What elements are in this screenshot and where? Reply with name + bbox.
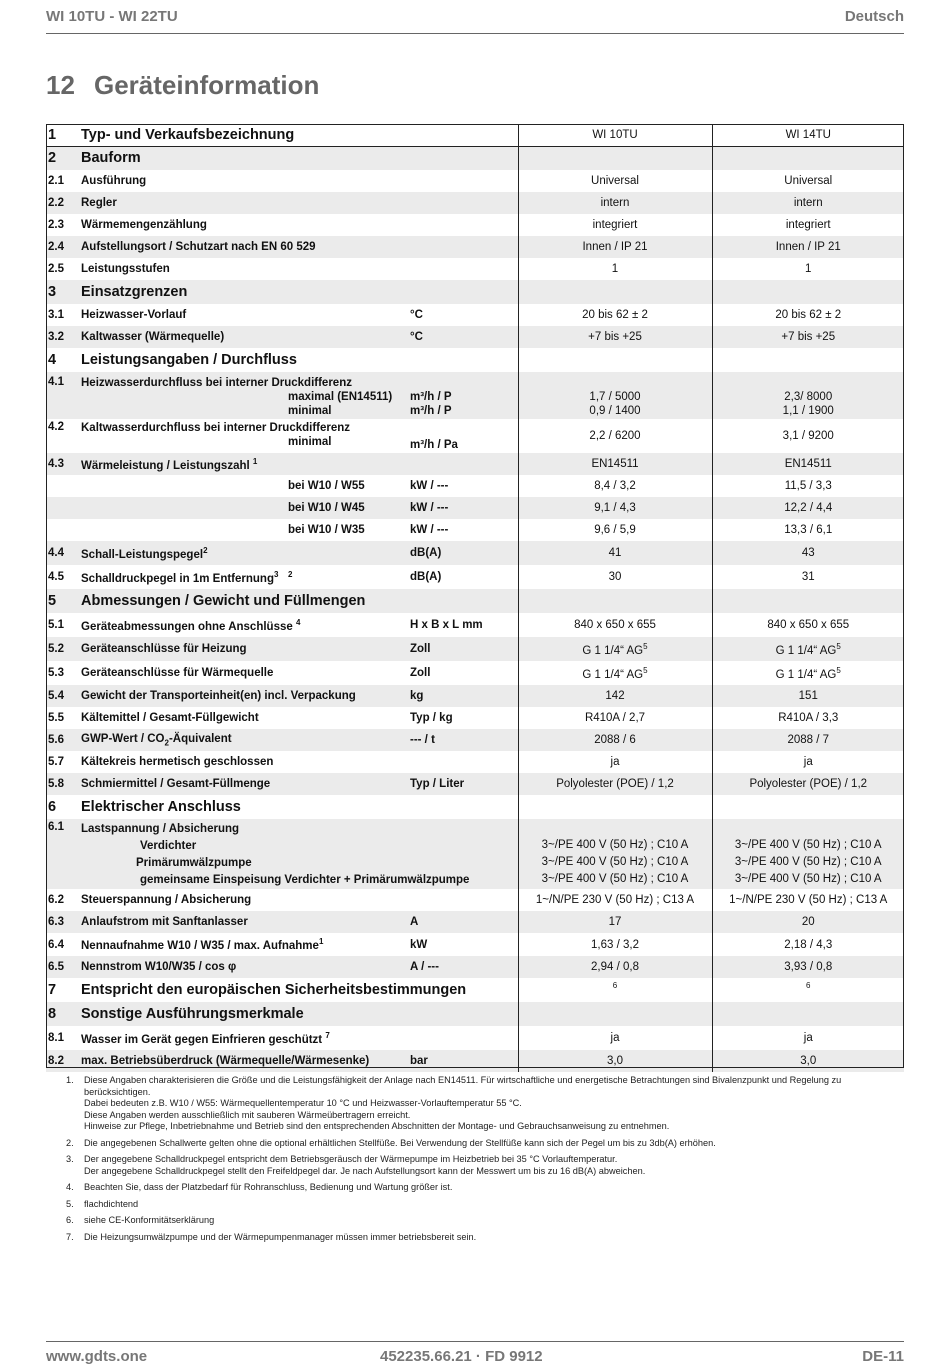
value-model-1: 2,94 / 0,8 xyxy=(518,956,712,978)
row-number: 5.3 xyxy=(48,667,64,679)
row-unit: A / --- xyxy=(408,956,518,978)
row-label-main: Heizwasserdurchfluss bei interner Druckdifferenz xyxy=(81,377,352,389)
row-label: Elektrischer Anschluss xyxy=(81,799,241,815)
row-unit: --- / t xyxy=(408,729,518,751)
row-label-text: GWP-Wert / CO xyxy=(81,732,165,745)
value-line: 1,1 / 1900 xyxy=(782,405,834,417)
row-sublabel: bei W10 / W55 xyxy=(288,480,365,492)
value-model-1: 17 xyxy=(518,911,712,933)
row-number: 3 xyxy=(46,280,79,304)
row-number: 6.2 xyxy=(48,894,64,906)
page-header xyxy=(46,8,904,34)
row-number: 2.3 xyxy=(48,219,64,231)
value-line: 3~/PE 400 V (50 Hz) ; C10 A xyxy=(734,873,882,885)
table-row xyxy=(46,146,904,170)
footnote-key: 5. xyxy=(66,1198,74,1209)
row-unit: A xyxy=(408,911,518,933)
footnote-ref: 5 xyxy=(836,665,841,675)
footnote-line: Hinweise zur Pflege, Inbetriebnahme und Betrieb sind den entsprechenden Abschnitten der Montage- und Gebrauchsanweisung zu entnehmen. xyxy=(84,1121,670,1131)
table-row xyxy=(46,1026,904,1050)
row-number: 5.6 xyxy=(46,729,79,751)
value-model-1: intern xyxy=(518,192,712,214)
row-label xyxy=(79,819,518,889)
value-model-2: 43 xyxy=(712,541,904,565)
row-label: Geräteanschlüsse für Heizung xyxy=(79,637,408,661)
value-model-1: 1 xyxy=(518,258,712,280)
table-row xyxy=(46,1002,904,1026)
footnote-ref: 4 xyxy=(295,617,301,627)
footer-document-id: 452235.66.21 · FD 9912 xyxy=(380,1348,543,1365)
row-number: 5.1 xyxy=(48,619,64,631)
row-unit: dB(A) xyxy=(408,541,518,565)
row-number: 4.2 xyxy=(48,421,64,433)
row-label-text: Wasser im Gerät gegen Einfrieren geschützt xyxy=(81,1033,323,1046)
row-unit: Typ / Liter xyxy=(408,773,518,795)
footnote-key: 4. xyxy=(66,1182,74,1192)
table-row xyxy=(46,613,904,637)
value-text: G 1 1/4“ AG xyxy=(775,644,837,657)
value-model-2: 13,3 / 6,1 xyxy=(712,519,904,541)
value-model-2: 6 xyxy=(712,978,904,1002)
footnote-key: 3. xyxy=(66,1154,74,1164)
row-number: 5.8 xyxy=(46,773,79,795)
row-number: 3.2 xyxy=(46,326,79,348)
value-model-1 xyxy=(518,819,712,889)
row-number: 6 xyxy=(48,799,57,815)
value-model-1 xyxy=(518,372,712,419)
value-model-2: 1~/N/PE 230 V (50 Hz) ; C13 A xyxy=(712,889,904,911)
value-model-2: ja xyxy=(712,751,904,773)
table-row xyxy=(46,729,904,751)
value-model-2: 3,93 / 0,8 xyxy=(712,956,904,978)
value-model-2: 12,2 / 4,4 xyxy=(712,497,904,519)
row-number: 8.1 xyxy=(48,1032,64,1044)
footnote-ref: 5 xyxy=(836,641,841,651)
row-label: Sonstige Ausführungsmerkmale xyxy=(79,1002,518,1026)
row-label: Geräteanschlüsse für Wärmequelle xyxy=(81,667,274,679)
row-label-text: Geräteabmessungen ohne Anschlüsse xyxy=(81,620,293,633)
footnote-ref: 2 xyxy=(203,545,208,555)
value-model-2: Universal xyxy=(712,170,904,192)
footnote-line: Der angegebene Schalldruckpegel stellt den Freifeldpegel dar. Je nach Aufstellungsort kann der Messwert um bis zu 16 dB(A) abweichen. xyxy=(84,1165,646,1176)
value-model-1: 20 bis 62 ± 2 xyxy=(518,304,712,326)
row-number: 2.4 xyxy=(46,236,79,258)
model-1-header: WI 10TU xyxy=(518,124,712,146)
model-2-header: WI 14TU xyxy=(712,124,904,146)
value-model-2: 11,5 / 3,3 xyxy=(712,475,904,497)
value-line: 3~/PE 400 V (50 Hz) ; C10 A xyxy=(734,856,882,868)
value-model-1: 3,0 xyxy=(518,1050,712,1072)
value-model-2: EN14511 xyxy=(712,453,904,475)
row-number: 5.5 xyxy=(48,712,64,724)
value-text: G 1 1/4“ AG xyxy=(582,644,644,657)
value-model-1: 2,2 / 6200 xyxy=(518,419,712,453)
row-label-text: Schalldruckpegel in 1m Entfernung xyxy=(81,572,274,585)
value-model-2: ja xyxy=(712,1026,904,1050)
value-model-2: 3,0 xyxy=(712,1050,904,1072)
footnote-item xyxy=(66,1199,886,1211)
row-unit: bar xyxy=(408,1050,518,1072)
footnote-ref: 5 xyxy=(643,641,648,651)
row-number: 5.4 xyxy=(46,685,79,707)
value-model-2: 20 bis 62 ± 2 xyxy=(712,304,904,326)
footnote-line: Diese Angaben werden ausschließlich mit sauberen Wärmeübertragern erreicht. xyxy=(84,1109,411,1120)
value-model-1: 9,6 / 5,9 xyxy=(518,519,712,541)
value-model-1: 8,4 / 3,2 xyxy=(518,475,712,497)
table-row xyxy=(46,637,904,661)
row-label xyxy=(79,933,408,956)
value-model-1: 142 xyxy=(518,685,712,707)
table-row xyxy=(46,236,904,258)
row-label: Aufstellungsort / Schutzart nach EN 60 529 xyxy=(79,236,518,258)
value-model-2: 3,1 / 9200 xyxy=(712,419,904,453)
value-model-1: 6 xyxy=(518,978,712,1002)
value-model-2: Polyolester (POE) / 1,2 xyxy=(712,773,904,795)
value-text: G 1 1/4“ AG xyxy=(582,668,644,681)
row-number: 5.2 xyxy=(46,637,79,661)
value-model-1: EN14511 xyxy=(518,453,712,475)
table-row xyxy=(46,911,904,933)
header-model-range: WI 10TU - WI 22TU xyxy=(46,8,178,25)
footnote-line: siehe CE-Konformitätserklärung xyxy=(84,1215,215,1225)
row-label: Leistungsangaben / Durchfluss xyxy=(81,352,297,368)
row-label: Steuerspannung / Absicherung xyxy=(81,894,252,906)
row-number: 2.1 xyxy=(48,175,64,187)
header-language: Deutsch xyxy=(844,8,904,25)
value-model-1: Innen / IP 21 xyxy=(518,236,712,258)
table-row xyxy=(46,419,904,453)
row-number: 6.3 xyxy=(46,911,79,933)
table-row xyxy=(46,192,904,214)
table-row xyxy=(46,258,904,280)
footer-website: www.gdts.one xyxy=(46,1348,148,1365)
row-label: Regler xyxy=(79,192,518,214)
table-row xyxy=(46,519,904,541)
row-number: 4.5 xyxy=(48,571,64,583)
footnote-ref: 5 xyxy=(643,665,648,675)
table-row xyxy=(46,348,904,372)
value-model-2: 20 xyxy=(712,911,904,933)
value-line: 2,3/ 8000 xyxy=(784,391,833,403)
value-model-1: +7 bis +25 xyxy=(518,326,712,348)
row-unit: °C xyxy=(410,309,423,321)
footnote-key: 1. xyxy=(66,1075,74,1085)
row-label: Kaltwasser (Wärmequelle) xyxy=(79,326,408,348)
row-label: Typ- und Verkaufsbezeichnung xyxy=(81,126,295,143)
value-model-1: 2088 / 6 xyxy=(518,729,712,751)
row-number: 7 xyxy=(48,982,57,998)
table-row xyxy=(46,475,904,497)
table-row xyxy=(46,280,904,304)
row-number: 5 xyxy=(46,589,79,613)
table-row xyxy=(46,661,904,685)
row-label-main: Lastspannung / Absicherung xyxy=(81,823,240,835)
value-model-2 xyxy=(712,819,904,889)
value-model-2: 2088 / 7 xyxy=(712,729,904,751)
row-label: Ausführung xyxy=(81,175,147,187)
footnote-item xyxy=(66,1182,886,1194)
value-model-2: +7 bis +25 xyxy=(712,326,904,348)
value-model-1: 30 xyxy=(518,565,712,589)
row-number: 2.5 xyxy=(48,263,64,275)
value-model-1: integriert xyxy=(518,214,712,236)
section-number: 12 xyxy=(46,70,75,100)
footnote-item xyxy=(66,1215,886,1227)
row-label xyxy=(79,453,518,475)
row-unit: kW / --- xyxy=(408,497,518,519)
footnote-key: 6. xyxy=(66,1215,74,1225)
value-model-2: 151 xyxy=(712,685,904,707)
footer-page-number: DE-11 xyxy=(862,1348,904,1365)
value-model-2: integriert xyxy=(712,214,904,236)
footnotes xyxy=(66,1075,886,1248)
row-number: 6.1 xyxy=(46,819,79,889)
page-footer xyxy=(46,1341,904,1367)
table-row xyxy=(46,326,904,348)
row-label xyxy=(79,613,408,637)
row-sublabel: maximal (EN14511) xyxy=(288,391,393,403)
footnote-line: Die Heizungsumwälzpumpe und der Wärmepumpenmanager müssen immer betriebsbereit sein. xyxy=(84,1231,477,1242)
row-label: Abmessungen / Gewicht und Füllmengen xyxy=(79,589,518,613)
row-number: 6.4 xyxy=(48,938,64,951)
table-row xyxy=(46,889,904,911)
value-model-1: 840 x 650 x 655 xyxy=(518,613,712,637)
value-text: G 1 1/4“ AG xyxy=(775,668,837,681)
value-model-1: ja xyxy=(518,751,712,773)
value-model-2: 840 x 650 x 655 xyxy=(712,613,904,637)
row-sublabel: Primärumwälzpumpe xyxy=(136,857,252,869)
row-label: Heizwasser-Vorlauf xyxy=(81,309,187,321)
row-label xyxy=(79,1026,518,1050)
row-unit: Zoll xyxy=(410,667,431,679)
row-sublabel: bei W10 / W35 xyxy=(288,524,365,536)
table-row xyxy=(46,773,904,795)
table-row xyxy=(46,707,904,729)
row-unit: Zoll xyxy=(408,637,518,661)
table-row xyxy=(46,795,904,819)
value-model-1: ja xyxy=(518,1026,712,1050)
row-label: Entspricht den europäischen Sicherheitsbestimmungen xyxy=(81,982,467,998)
footnote-line: Dabei bedeuten z.B. W10 / W55: Wärmequellentemperatur 10 °C und Heizwasser-Vorlauftemperatur 55 °C. xyxy=(84,1098,522,1108)
row-label: Einsatzgrenzen xyxy=(79,280,518,304)
value-model-1: 9,1 / 4,3 xyxy=(518,497,712,519)
row-unit: °C xyxy=(408,326,518,348)
row-label-text: -Äquivalent xyxy=(168,732,232,745)
table-row xyxy=(46,751,904,773)
table-row xyxy=(46,541,904,565)
footnote-line: Die angegebenen Schallwerte gelten ohne die optional erhältlichen Stellfüße. Bei Verwendung der Stellfüße kann sich der Pegel um bis zu 3db(A) erhöhen. xyxy=(84,1137,716,1148)
value-line: 1,7 / 5000 xyxy=(589,391,641,403)
footnote-line: flachdichtend xyxy=(84,1198,139,1209)
value-model-2: Innen / IP 21 xyxy=(712,236,904,258)
footnote-key: 7. xyxy=(66,1231,74,1242)
footnote-ref: 1 xyxy=(252,456,258,466)
table-row xyxy=(46,589,904,613)
row-unit: dB(A) xyxy=(410,571,442,583)
footnote-ref: 3 xyxy=(273,569,279,579)
value-line: 3~/PE 400 V (50 Hz) ; C10 A xyxy=(541,856,689,868)
value-model-2 xyxy=(712,372,904,419)
value-model-2: intern xyxy=(712,192,904,214)
row-number: 2 xyxy=(46,146,79,170)
table-row xyxy=(46,497,904,519)
footnote-line: Der angegebene Schalldruckpegel entspricht dem Betriebsgeräusch der Wärmepumpe im Heizbetrieb bei 35 °C Vorlauftemperatur. xyxy=(84,1154,618,1164)
row-label xyxy=(79,729,408,751)
value-model-1: 1~/N/PE 230 V (50 Hz) ; C13 A xyxy=(518,889,712,911)
value-model-2: 31 xyxy=(712,565,904,589)
row-unit: Typ / kg xyxy=(410,712,453,724)
row-unit xyxy=(408,372,518,419)
footnote-line: Diese Angaben charakterisieren die Größe und die Leistungsfähigkeit der Anlage nach EN14511. Für wirtschaftliche und energetische Betrachtungen sind Bivalenzpunkt und Regelung zu berücksichtigen. xyxy=(84,1075,842,1097)
row-label: Anlaufstrom mit Sanftanlasser xyxy=(79,911,408,933)
row-label xyxy=(79,565,408,589)
table-row xyxy=(46,956,904,978)
footnote-item xyxy=(66,1138,886,1150)
row-sublabel: minimal xyxy=(288,405,332,417)
row-unit: kW xyxy=(410,938,428,951)
value-model-2: 2,18 / 4,3 xyxy=(712,933,904,956)
value-model-2 xyxy=(712,637,904,661)
row-label: Kältemittel / Gesamt-Füllgewicht xyxy=(81,712,259,724)
value-model-1: 41 xyxy=(518,541,712,565)
value-model-1: Polyolester (POE) / 1,2 xyxy=(518,773,712,795)
footnote-ref: 1 xyxy=(318,937,324,947)
row-label xyxy=(79,541,408,565)
row-label xyxy=(79,419,408,453)
row-number: 4 xyxy=(48,352,57,368)
value-model-2: R410A / 3,3 xyxy=(712,707,904,729)
spec-table xyxy=(46,124,904,1072)
row-unit: kW / --- xyxy=(410,480,449,492)
table-row xyxy=(46,1050,904,1072)
row-unit: H x B x L mm xyxy=(410,619,483,631)
table-row xyxy=(46,685,904,707)
value-line: 3~/PE 400 V (50 Hz) ; C10 A xyxy=(541,873,689,885)
table-row xyxy=(46,453,904,475)
row-label: max. Betriebsüberdruck (Wärmequelle/Wärmesenke) xyxy=(79,1050,408,1072)
unit-line: m³/h / P xyxy=(410,391,452,403)
section-title: Geräteinformation xyxy=(94,70,320,100)
subscript: 2 xyxy=(164,738,169,748)
value-model-1: Universal xyxy=(518,170,712,192)
row-sublabel: bei W10 / W45 xyxy=(286,497,408,519)
footnote-ref: 2 xyxy=(288,569,293,579)
row-label-main: Kaltwasserdurchfluss bei interner Druckdifferenz xyxy=(81,422,351,434)
row-sublabel: gemeinsame Einspeisung Verdichter + Primärumwälzpumpe xyxy=(140,874,470,886)
table-row xyxy=(46,372,904,419)
table-row xyxy=(46,978,904,1002)
row-sublabel: minimal xyxy=(288,436,332,448)
value-line: 0,9 / 1400 xyxy=(589,405,641,417)
table-row xyxy=(46,933,904,956)
row-number: 8.2 xyxy=(46,1050,79,1072)
row-unit: kW / --- xyxy=(410,524,449,536)
row-number: 4.3 xyxy=(46,453,79,475)
row-number: 5.7 xyxy=(48,756,64,768)
value-model-1 xyxy=(518,637,712,661)
table-row xyxy=(46,304,904,326)
row-label: Schmiermittel / Gesamt-Füllmenge xyxy=(79,773,408,795)
value-model-1: R410A / 2,7 xyxy=(518,707,712,729)
row-label xyxy=(79,372,408,419)
row-label-text: Nennaufnahme W10 / W35 / max. Aufnahme xyxy=(81,939,319,952)
footnote-key: 2. xyxy=(66,1137,74,1148)
table-row xyxy=(46,565,904,589)
table-row xyxy=(46,214,904,236)
row-label: Nennstrom W10/W35 / cos φ xyxy=(79,956,408,978)
table-row xyxy=(46,124,904,146)
row-label-text: Schall-Leistungspegel xyxy=(81,548,204,561)
row-unit: kg xyxy=(408,685,518,707)
footnote-line: Beachten Sie, dass der Platzbedarf für Rohranschluss, Bedienung und Wartung größer ist. xyxy=(84,1182,453,1192)
value-model-1: 1,63 / 3,2 xyxy=(518,933,712,956)
row-number: 4.4 xyxy=(46,541,79,565)
row-label-text: Wärmeleistung / Leistungszahl xyxy=(81,459,250,472)
row-number: 4.1 xyxy=(46,372,79,419)
row-label: Leistungsstufen xyxy=(81,263,170,275)
row-label: Bauform xyxy=(79,146,518,170)
row-number: 6.5 xyxy=(46,956,79,978)
value-line: 3~/PE 400 V (50 Hz) ; C10 A xyxy=(734,839,882,851)
value-model-1 xyxy=(518,661,712,685)
table-row xyxy=(46,170,904,192)
row-sublabel: Verdichter xyxy=(140,840,197,852)
page-title xyxy=(46,70,319,101)
row-label: Wärmemengenzählung xyxy=(81,219,207,231)
row-number: 3.1 xyxy=(48,309,64,321)
value-model-2: 1 xyxy=(712,258,904,280)
value-line: 3~/PE 400 V (50 Hz) ; C10 A xyxy=(541,839,689,851)
value-model-2 xyxy=(712,661,904,685)
row-label: Kältekreis hermetisch geschlossen xyxy=(81,756,274,768)
row-number: 2.2 xyxy=(46,192,79,214)
footnote-item xyxy=(66,1232,886,1244)
footnote-item xyxy=(66,1075,886,1133)
unit-line: m³/h / P xyxy=(410,405,452,417)
footnote-ref: 7 xyxy=(325,1030,330,1040)
table-row xyxy=(46,819,904,889)
footnote-item xyxy=(66,1154,886,1177)
row-number: 8 xyxy=(46,1002,79,1026)
row-unit: m³/h / Pa xyxy=(410,439,458,451)
row-number: 1 xyxy=(48,126,57,143)
row-label: Gewicht der Transporteinheit(en) incl. Verpackung xyxy=(79,685,408,707)
